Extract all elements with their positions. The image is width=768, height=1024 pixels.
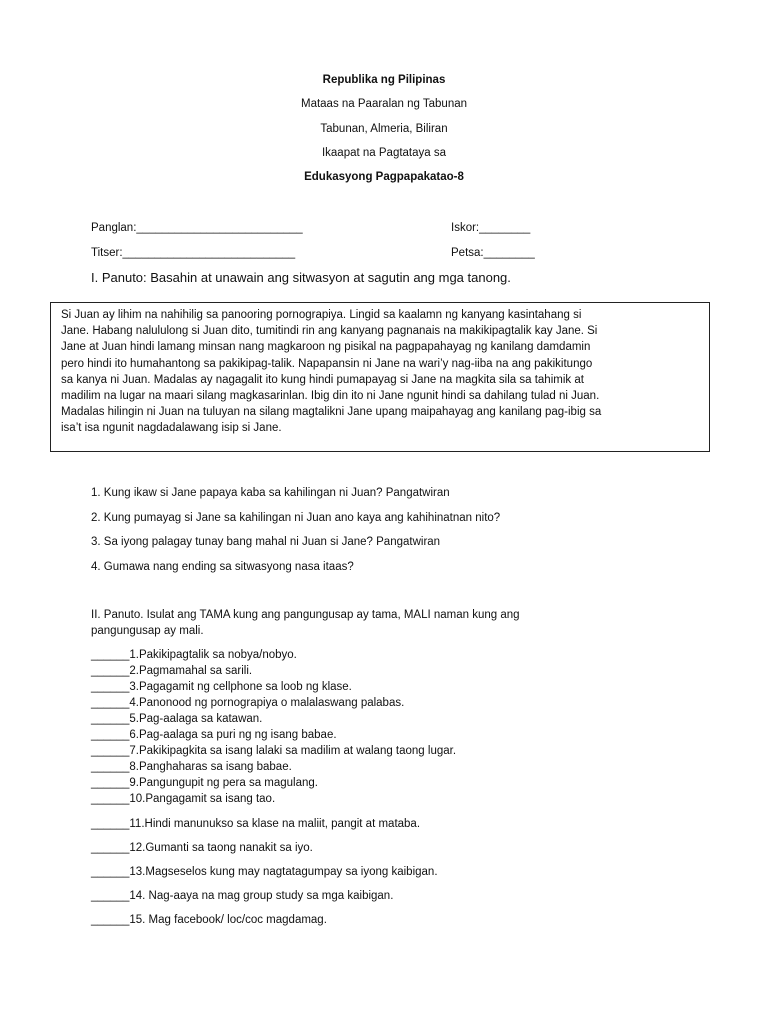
header-republic: Republika ng Pilipinas: [322, 74, 446, 86]
date-field: Petsa:________: [451, 247, 535, 259]
true-false-item: ______4.Panonood ng pornograpiya o malalaswang palabas.: [91, 697, 405, 709]
true-false-item: ______13.Magseselos kung may nagtatagumpay sa iyong kaibigan.: [91, 866, 438, 878]
true-false-item: ______2.Pagmamahal sa sarili.: [91, 665, 253, 677]
passage-line: Madalas hilingin ni Juan na tuluyan na silang magtalikni Jane upang maipahayag ang kanilang pag-ibig sa: [61, 406, 602, 419]
passage-line: Jane. Habang nalululong si Juan dito, tumitindi rin ang kanyang pagnanais na makikipagtalik kay Jane. Si: [61, 325, 598, 338]
header-school: Mataas na Paaralan ng Tabunan: [300, 98, 468, 110]
header-subject: Edukasyong Pagpapakatao-8: [304, 171, 464, 183]
true-false-item: ______14. Nag-aaya na mag group study sa mga kaibigan.: [91, 890, 394, 902]
question-4: 4. Gumawa nang ending sa sitwasyong nasa itaas?: [91, 561, 354, 573]
passage-line: madilim na lugar na maari silang magkasarinlan. Ibig din ito ni Jane ngunit hindi sa dahilang tulad ni Juan.: [61, 390, 600, 403]
question-2: 2. Kung pumayag si Jane sa kahilingan ni Juan ano kaya ang kahihinatnan nito?: [91, 512, 501, 524]
true-false-item: ______11.Hindi manunukso sa klase na maliit, pangit at mataba.: [91, 818, 421, 830]
passage-line: Si Juan ay lihim na nahihilig sa panooring pornograpiya. Lingid sa kaalamn ng kanyang kasintahang si: [61, 309, 582, 321]
passage-line: pero hindi ito humahantong sa pakikipag-talik. Napapansin ni Jane na wari’y nag-iiba na ang pakikitungo: [61, 357, 593, 370]
true-false-item: ______8.Panghaharas sa isang babae.: [91, 761, 292, 773]
part2-instructions-line2: pangungusap ay mali.: [91, 625, 204, 637]
passage-line: isa’t isa ngunit nagdadalawang isip si Jane.: [61, 422, 282, 435]
passage-line: Jane at Juan hindi lamang minsan nang magkaroon ng pisikal na pagpapahayag ng kanilang damdamin: [61, 341, 591, 354]
true-false-item: ______7.Pakikipagkita sa isang lalaki sa madilim at walang taong lugar.: [91, 745, 457, 757]
question-3: 3. Sa iyong palagay tunay bang mahal ni Juan si Jane? Pangatwiran: [91, 536, 441, 548]
true-false-item: ______5.Pag-aalaga sa katawan.: [91, 713, 263, 725]
name-field: Panglan:__________________________: [91, 222, 303, 234]
true-false-item: ______9.Pangungupit ng pera sa magulang.: [91, 777, 318, 789]
true-false-item: ______15. Mag facebook/ loc/coc magdamag.: [91, 914, 327, 926]
header-address: Tabunan, Almeria, Biliran: [320, 123, 448, 135]
situation-passage-box: [50, 302, 710, 452]
passage-line: sa kanya ni Juan. Madalas ay nagagalit ito kung hindi pumapayag si Jane na magkita sila sa tahimik at: [61, 373, 584, 386]
part2-instructions-line1: II. Panuto. Isulat ang TAMA kung ang pangungusap ay tama, MALI naman kung ang: [91, 609, 520, 621]
header-exam: Ikaapat na Pagtataya sa: [321, 147, 447, 159]
true-false-item: ______10.Pangagamit sa isang tao.: [91, 793, 276, 805]
true-false-item: ______1.Pakikipagtalik sa nobya/nobyo.: [91, 649, 297, 661]
score-field: Iskor:________: [451, 222, 531, 234]
true-false-item: ______12.Gumanti sa taong nanakit sa iyo.: [91, 842, 313, 854]
true-false-item: ______3.Pagagamit ng cellphone sa loob ng klase.: [91, 681, 352, 693]
part1-instructions: I. Panuto: Basahin at unawain ang sitwasyon at sagutin ang mga tanong.: [91, 270, 511, 285]
true-false-item: ______6.Pag-aalaga sa puri ng ng isang babae.: [91, 729, 337, 741]
teacher-field: Titser:___________________________: [91, 247, 296, 259]
question-1: 1. Kung ikaw si Jane papaya kaba sa kahilingan ni Juan? Pangatwiran: [91, 487, 450, 499]
